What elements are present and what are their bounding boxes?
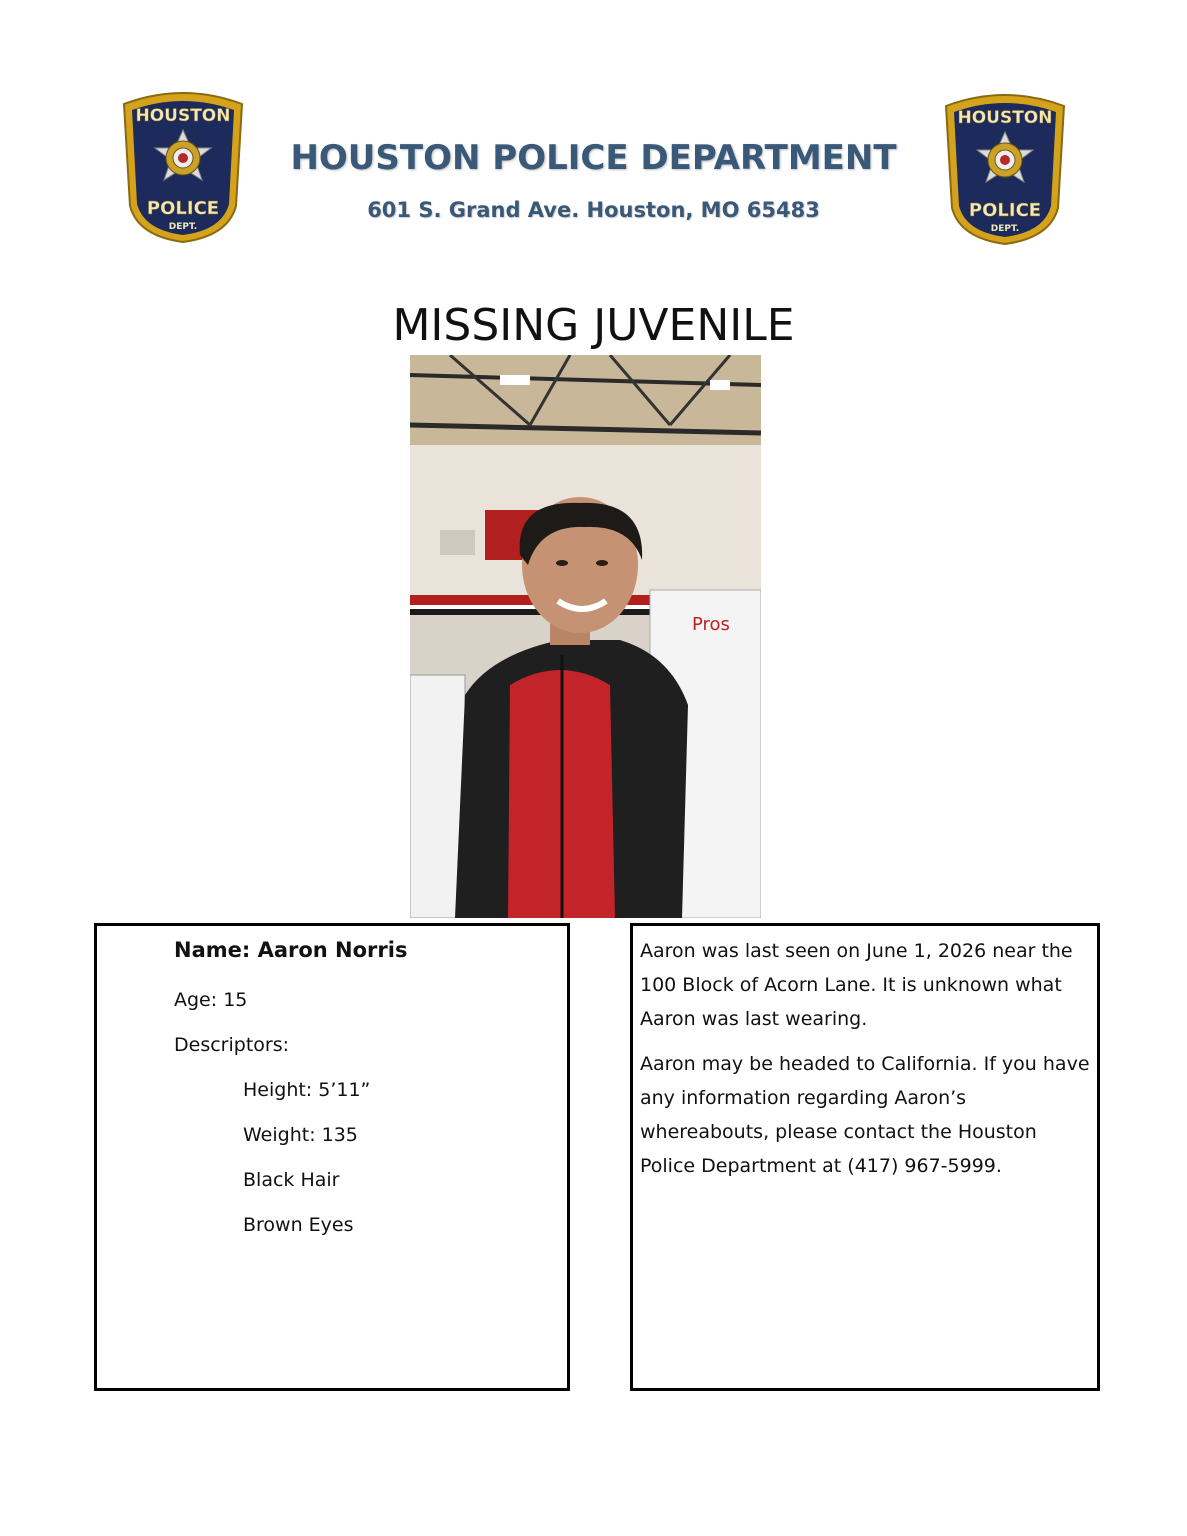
department-address: 601 S. Grand Ave. Houston, MO 65483 <box>367 198 820 222</box>
svg-text:HOUSTON: HOUSTON <box>957 108 1053 128</box>
hair-field: Black Hair <box>243 1169 340 1191</box>
eyes-field: Brown Eyes <box>243 1214 354 1236</box>
narrative-box <box>630 923 1100 1391</box>
descriptors-label: Descriptors: <box>174 1034 290 1056</box>
page-title: MISSING JUVENILE <box>392 300 795 351</box>
department-name: HOUSTON POLICE DEPARTMENT <box>290 138 897 178</box>
age-field: Age: 15 <box>174 989 248 1011</box>
svg-text:DEPT.: DEPT. <box>168 222 198 232</box>
svg-text:DEPT.: DEPT. <box>990 224 1020 234</box>
name-field: Name: Aaron Norris <box>174 938 408 962</box>
svg-text:Pros: Pros <box>692 614 730 635</box>
svg-text:POLICE: POLICE <box>146 198 220 219</box>
svg-text:HOUSTON: HOUSTON <box>135 106 231 126</box>
last-seen-paragraph: Aaron was last seen on June 1, 2026 near the 100 Block of Acorn Lane. It is unknown what Aaron was last wearing. <box>640 940 1073 1030</box>
details-box <box>94 923 570 1391</box>
juvenile-photo <box>410 355 761 918</box>
contact-paragraph: Aaron may be headed to California. If you have any information regarding Aaron’s whereabouts, please contact the Houston Police Department at (417) 967-5999. <box>640 1053 1090 1177</box>
height-field: Height: 5’11” <box>243 1079 371 1101</box>
svg-text:POLICE: POLICE <box>968 200 1042 221</box>
weight-field: Weight: 135 <box>243 1124 358 1146</box>
